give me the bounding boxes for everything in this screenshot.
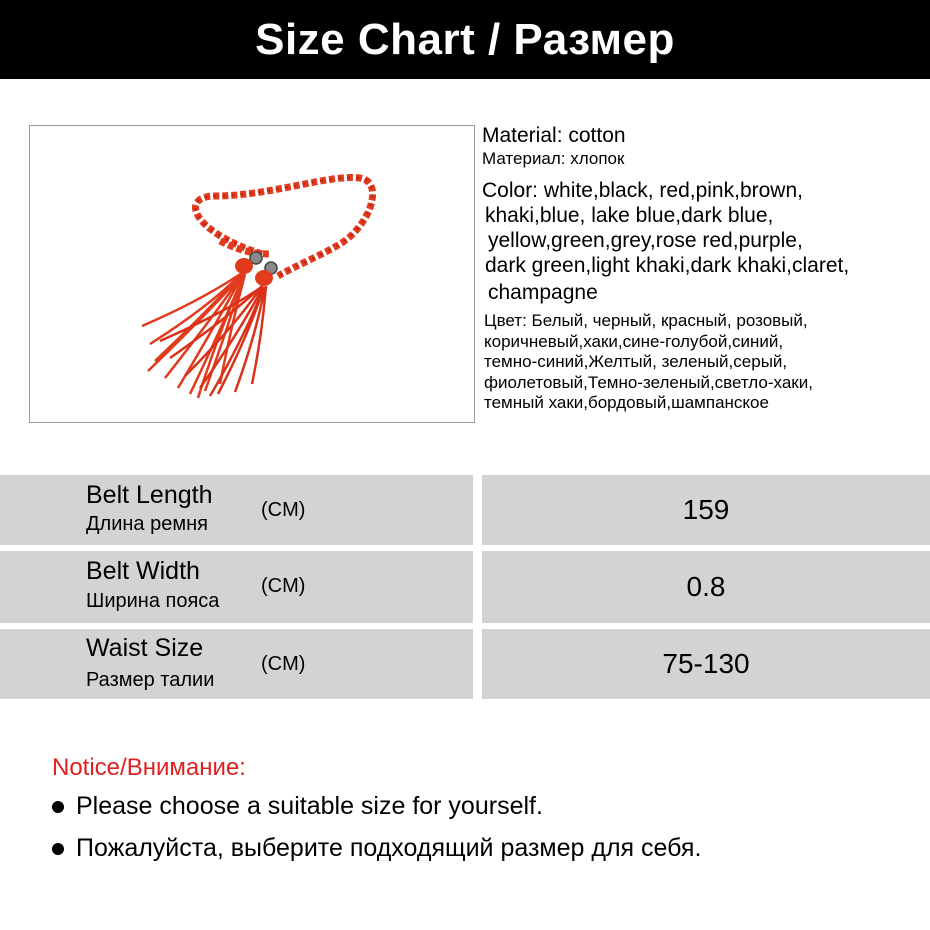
row-label-en: Belt Width [86,557,200,585]
notice-item [52,792,543,821]
title-bar [0,0,930,79]
color-en-line: khaki,blue, lake blue,dark blue, [485,204,774,227]
page-title: Size Chart / Размер [255,14,675,64]
product-info [482,123,928,414]
material-en: Material: cotton [482,124,626,147]
tassel-cap [255,270,273,286]
belt-illustration [30,126,474,422]
tassel [142,273,245,398]
tassel-cap [235,258,253,274]
notice-item-text: Пожалуйста, выберите подходящий размер для себя. [76,834,702,862]
row-value: 75-130 [662,648,750,679]
color-ru-line: фиолетовый,Темно-зеленый,светло-хаки, [484,372,813,392]
color-en-line: Color: white,black, red,pink,brown, [482,179,803,202]
row-unit: (CM) [261,499,306,521]
table-row-label [0,475,473,545]
row-value: 0.8 [686,571,726,602]
row-value: 159 [682,494,730,525]
table-row-value [482,475,930,545]
color-en-line: dark green,light khaki,dark khaki,claret, [485,254,850,277]
table-row-label [0,551,473,623]
notice-title: Notice/Внимание: [52,754,246,781]
table-row-value [482,551,930,623]
table-row-label [0,629,473,699]
color-ru-line: темный хаки,бордовый,шампанское [484,393,769,412]
rope-loop [195,178,372,276]
notice-item-text: Please choose a suitable size for yourself. [76,792,543,820]
row-label-ru: Ширина пояса [86,590,220,612]
color-ru [482,311,928,414]
row-unit: (CM) [261,653,306,675]
table-row-value [482,629,930,699]
row-label-ru: Длина ремня [86,513,208,535]
product-image [29,125,475,423]
color-en [482,178,928,305]
color-ru-line: Цвет: Белый, черный, красный, розовый, [484,311,808,330]
color-en-line: yellow,green,grey,rose red,purple, [488,229,803,252]
row-label-en: Waist Size [86,634,204,662]
color-ru-line: коричневый,хаки,сине-голубой,синий, [484,331,784,351]
material-ru: Материал: хлопок [482,149,625,168]
row-label-ru: Размер талии [86,669,215,691]
row-label-en: Belt Length [86,481,213,509]
bullet-icon [52,801,64,813]
color-ru-line: темно-синий,Желтый, зеленый,серый, [484,352,788,371]
row-unit: (CM) [261,575,306,597]
notice-item [52,834,701,863]
bullet-icon [52,843,64,855]
color-en-line: champagne [488,281,598,304]
